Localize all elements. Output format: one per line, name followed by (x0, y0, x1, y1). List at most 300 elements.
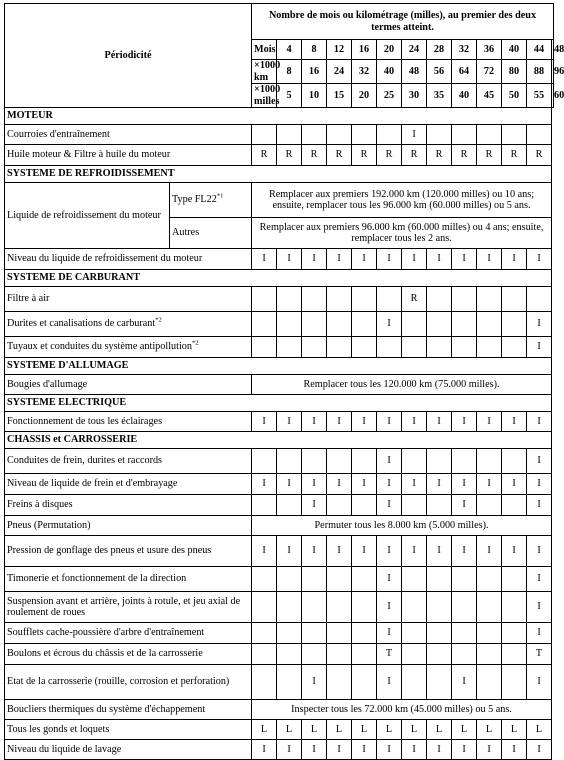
schedule-cell (277, 495, 302, 516)
schedule-cell: L (502, 720, 527, 740)
schedule-cell (302, 337, 327, 358)
item-label-text: Suspension avant et arrière, joints à rotule, et jeu axial de roulement de roues (7, 595, 241, 618)
schedule-cell: I (327, 412, 352, 432)
schedule-cell (502, 567, 527, 592)
schedule-cell (477, 567, 502, 592)
schedule-cell: I (502, 740, 527, 760)
schedule-cell (327, 665, 352, 700)
item-label (5, 623, 252, 644)
miles-value: 10 (302, 84, 327, 108)
schedule-cell: I (302, 412, 327, 432)
item-label-text: Tous les gonds et loquets (7, 723, 110, 735)
item-label (5, 183, 170, 249)
schedule-cell: I (477, 249, 502, 270)
schedule-cell: I (527, 592, 552, 623)
schedule-cell (402, 623, 427, 644)
item-label (5, 125, 252, 145)
schedule-cell (427, 665, 452, 700)
months-value: 24 (402, 40, 427, 60)
section-heading: SYSTEME DE CARBURANT (5, 270, 552, 287)
schedule-cell: I (452, 740, 477, 760)
table-row (5, 665, 554, 700)
miles-value: 35 (427, 84, 452, 108)
schedule-cell (452, 644, 477, 665)
km-value: 88 (527, 60, 552, 84)
miles-value: 55 (527, 84, 552, 108)
schedule-cell: I (377, 495, 402, 516)
table-row (5, 495, 554, 516)
schedule-cell (502, 644, 527, 665)
schedule-cell: I (377, 592, 402, 623)
schedule-cell (377, 125, 402, 145)
item-label (5, 249, 252, 270)
item-label-text: Niveau du liquide de lavage (7, 743, 122, 755)
schedule-cell (327, 495, 352, 516)
schedule-cell (352, 623, 377, 644)
section-row (5, 108, 554, 125)
schedule-cell: L (427, 720, 452, 740)
schedule-cell: I (452, 536, 477, 567)
km-value: 8 (277, 60, 302, 84)
schedule-cell: L (402, 720, 427, 740)
schedule-cell (302, 644, 327, 665)
schedule-cell: I (377, 412, 402, 432)
schedule-cell: L (377, 720, 402, 740)
schedule-cell (252, 623, 277, 644)
schedule-cell (252, 644, 277, 665)
km-value: 40 (377, 60, 402, 84)
schedule-cell: I (277, 412, 302, 432)
schedule-cell (327, 337, 352, 358)
schedule-cell: I (377, 449, 402, 474)
schedule-cell (452, 287, 477, 312)
miles-value: 60 (552, 84, 554, 108)
km-value: 80 (502, 60, 527, 84)
schedule-cell: I (277, 536, 302, 567)
schedule-cell: I (277, 474, 302, 495)
schedule-cell (402, 665, 427, 700)
table-row (5, 740, 554, 760)
schedule-cell (452, 623, 477, 644)
table-row (5, 623, 554, 644)
schedule-cell: I (427, 536, 452, 567)
schedule-cell (252, 495, 277, 516)
schedule-cell: I (452, 249, 477, 270)
schedule-cell (352, 337, 377, 358)
km-value: 16 (302, 60, 327, 84)
km-value: 64 (452, 60, 477, 84)
schedule-cell: I (402, 536, 427, 567)
schedule-cell (477, 644, 502, 665)
item-label (5, 412, 252, 432)
schedule-cell (527, 125, 552, 145)
km-value: 72 (477, 60, 502, 84)
schedule-cell (402, 312, 427, 337)
schedule-cell (327, 644, 352, 665)
schedule-cell (252, 312, 277, 337)
schedule-cell: I (277, 249, 302, 270)
schedule-cell (252, 592, 277, 623)
schedule-cell: R (352, 145, 377, 166)
schedule-cell: I (252, 474, 277, 495)
schedule-cell (477, 125, 502, 145)
schedule-cell: I (527, 567, 552, 592)
table-header (5, 4, 564, 108)
schedule-cell (427, 495, 452, 516)
item-label-text: Liquide de refroidissement du moteur (7, 209, 161, 221)
schedule-cell: R (377, 145, 402, 166)
schedule-cell: I (502, 412, 527, 432)
schedule-cell: I (302, 249, 327, 270)
table-row (5, 183, 554, 218)
schedule-cell (427, 449, 452, 474)
item-label (5, 700, 252, 720)
schedule-cell (427, 337, 452, 358)
schedule-cell: I (402, 474, 427, 495)
table-row (5, 337, 554, 358)
schedule-cell (527, 287, 552, 312)
section-heading: SYSTEME D'ALLUMAGE (5, 358, 552, 375)
schedule-cell: I (327, 536, 352, 567)
schedule-note: Remplacer aux premiers 96.000 km (60.000 milles) ou 4 ans; ensuite, remplacer tous les 2 ans. (252, 218, 552, 249)
table-row (5, 536, 554, 567)
schedule-cell: L (477, 720, 502, 740)
schedule-cell: I (302, 474, 327, 495)
table-row (5, 567, 554, 592)
item-label-text: Filtre à air (7, 293, 50, 305)
item-label-text: Soufflets cache-poussière d'arbre d'entraînement (7, 627, 205, 639)
schedule-cell: R (452, 145, 477, 166)
months-value: 32 (452, 40, 477, 60)
item-label-text: Conduites de frein, durites et raccords (7, 455, 163, 467)
schedule-cell: R (402, 287, 427, 312)
months-value: 40 (502, 40, 527, 60)
schedule-cell (352, 665, 377, 700)
schedule-cell (402, 567, 427, 592)
item-label-text: Type FL22 (172, 194, 217, 206)
schedule-cell (377, 337, 402, 358)
item-label (5, 287, 252, 312)
schedule-cell (377, 287, 402, 312)
schedule-cell: R (427, 145, 452, 166)
schedule-cell: I (527, 312, 552, 337)
schedule-cell: I (527, 495, 552, 516)
schedule-cell: I (452, 495, 477, 516)
footnote-marker: *1 (216, 192, 224, 200)
table-row (5, 145, 554, 166)
schedule-note: Inspecter tous les 72.000 km (45.000 milles) ou 5 ans. (252, 700, 552, 720)
schedule-cell: R (302, 145, 327, 166)
miles-value: 15 (327, 84, 352, 108)
schedule-note: Remplacer tous les 120.000 km (75.000 milles). (252, 375, 552, 395)
schedule-cell: I (502, 474, 527, 495)
schedule-cell (427, 623, 452, 644)
schedule-cell (452, 567, 477, 592)
schedule-cell (502, 623, 527, 644)
schedule-cell (477, 623, 502, 644)
schedule-cell (427, 592, 452, 623)
item-label-text: Etat de la carrosserie (rouille, corrosion et perforation) (7, 676, 230, 688)
interval-title: Nombre de mois ou kilométrage (milles), au premier des deux termes atteint. (252, 4, 554, 40)
months-value: 20 (377, 40, 402, 60)
schedule-cell (402, 592, 427, 623)
item-label-text: Huile moteur & Filtre à huile du moteur (7, 149, 171, 161)
section-row (5, 395, 554, 412)
schedule-cell (302, 623, 327, 644)
schedule-cell: R (327, 145, 352, 166)
schedule-cell: I (477, 536, 502, 567)
schedule-cell: I (427, 740, 452, 760)
schedule-cell (327, 287, 352, 312)
schedule-cell: L (527, 720, 552, 740)
schedule-cell (327, 623, 352, 644)
schedule-cell (477, 337, 502, 358)
schedule-cell (352, 495, 377, 516)
sub-item-label (170, 218, 252, 249)
schedule-cell (352, 449, 377, 474)
periodicity-header: Périodicité (5, 4, 252, 108)
schedule-cell: L (277, 720, 302, 740)
schedule-cell (502, 312, 527, 337)
schedule-cell: I (377, 665, 402, 700)
schedule-cell: I (477, 474, 502, 495)
item-label-text: Boucliers thermiques du système d'échappement (7, 703, 206, 715)
schedule-cell: I (402, 249, 427, 270)
table-row (5, 287, 554, 312)
schedule-cell: I (377, 740, 402, 760)
schedule-cell: I (527, 665, 552, 700)
months-value: 8 (302, 40, 327, 60)
schedule-cell (452, 449, 477, 474)
miles-value: 50 (502, 84, 527, 108)
schedule-cell (252, 567, 277, 592)
schedule-cell: I (452, 412, 477, 432)
km-label: ×1000 km (252, 60, 277, 84)
schedule-cell (277, 567, 302, 592)
schedule-cell (252, 287, 277, 312)
schedule-cell: I (427, 412, 452, 432)
schedule-cell (252, 665, 277, 700)
schedule-cell: I (452, 665, 477, 700)
km-value: 96 (552, 60, 554, 84)
maintenance-schedule-table (4, 3, 564, 760)
schedule-cell (277, 644, 302, 665)
schedule-cell: I (377, 249, 402, 270)
schedule-cell: I (352, 536, 377, 567)
schedule-cell (302, 592, 327, 623)
schedule-cell (402, 495, 427, 516)
schedule-cell: R (477, 145, 502, 166)
item-label (5, 720, 252, 740)
schedule-cell: T (527, 644, 552, 665)
schedule-cell: I (427, 249, 452, 270)
miles-value: 25 (377, 84, 402, 108)
schedule-cell (327, 449, 352, 474)
item-label-text: Niveau de liquide de frein et d'embrayage (7, 478, 178, 490)
schedule-cell: R (527, 145, 552, 166)
schedule-cell: I (352, 740, 377, 760)
schedule-cell: I (277, 740, 302, 760)
schedule-cell: I (527, 412, 552, 432)
footnote-marker: *2 (191, 339, 199, 347)
item-label-text: Autres (172, 227, 200, 239)
item-label (5, 644, 252, 665)
schedule-cell (277, 287, 302, 312)
item-label (5, 567, 252, 592)
km-value: 32 (352, 60, 377, 84)
schedule-cell: I (252, 536, 277, 567)
schedule-cell (477, 312, 502, 337)
table-row (5, 375, 554, 395)
table-row (5, 412, 554, 432)
schedule-cell: I (252, 412, 277, 432)
schedule-cell (252, 337, 277, 358)
schedule-cell: L (252, 720, 277, 740)
miles-value: 30 (402, 84, 427, 108)
schedule-cell: I (527, 249, 552, 270)
item-label-text: Tuyaux et conduites du système antipollution (7, 341, 192, 353)
schedule-cell (327, 312, 352, 337)
table-row (5, 700, 554, 720)
months-value: 44 (527, 40, 552, 60)
schedule-cell (402, 337, 427, 358)
schedule-cell: I (302, 495, 327, 516)
item-label (5, 375, 252, 395)
schedule-cell: I (302, 740, 327, 760)
schedule-cell: I (352, 412, 377, 432)
table-row (5, 516, 554, 536)
table-row (5, 474, 554, 495)
schedule-cell: L (352, 720, 377, 740)
schedule-cell (502, 125, 527, 145)
schedule-cell: I (527, 337, 552, 358)
km-value: 48 (402, 60, 427, 84)
item-label (5, 337, 252, 358)
schedule-cell: L (327, 720, 352, 740)
schedule-cell: I (302, 665, 327, 700)
schedule-cell: I (327, 740, 352, 760)
schedule-cell (252, 449, 277, 474)
schedule-cell (302, 125, 327, 145)
schedule-cell: I (302, 536, 327, 567)
schedule-cell (477, 495, 502, 516)
schedule-cell: I (327, 249, 352, 270)
schedule-cell: I (527, 536, 552, 567)
schedule-cell: I (377, 474, 402, 495)
miles-label: ×1000 milles (252, 84, 277, 108)
months-value: 28 (427, 40, 452, 60)
item-label (5, 312, 252, 337)
schedule-cell (477, 449, 502, 474)
schedule-cell: R (502, 145, 527, 166)
section-heading: MOTEUR (5, 108, 552, 125)
schedule-cell: I (402, 412, 427, 432)
section-heading: SYSTEME DE REFROIDISSEMENT (5, 166, 552, 183)
schedule-cell: I (377, 312, 402, 337)
schedule-cell (427, 644, 452, 665)
schedule-cell: I (502, 249, 527, 270)
schedule-cell: I (527, 449, 552, 474)
table-row (5, 312, 554, 337)
item-label-text: Boulons et écrous du châssis et de la carrosserie (7, 648, 203, 660)
section-row (5, 270, 554, 287)
miles-value: 20 (352, 84, 377, 108)
item-label-text: Freins à disques (7, 499, 73, 511)
schedule-cell: R (277, 145, 302, 166)
schedule-cell: I (527, 740, 552, 760)
schedule-cell (402, 644, 427, 665)
item-label (5, 474, 252, 495)
schedule-cell: I (252, 249, 277, 270)
schedule-cell (452, 312, 477, 337)
schedule-cell (327, 592, 352, 623)
item-label-text: Pneus (Permutation) (7, 519, 91, 531)
schedule-cell (477, 287, 502, 312)
schedule-cell (427, 567, 452, 592)
schedule-cell: I (527, 623, 552, 644)
item-label (5, 665, 252, 700)
schedule-cell (502, 592, 527, 623)
schedule-cell (502, 665, 527, 700)
schedule-cell (277, 337, 302, 358)
schedule-note: Remplacer aux premiers 192.000 km (120.000 milles) ou 10 ans; ensuite, remplacer tous les 96.000 km (60.000 milles) ou 5 ans. (252, 183, 552, 218)
schedule-cell (302, 287, 327, 312)
sub-item-label (170, 183, 252, 218)
months-value: 48 (552, 40, 554, 60)
schedule-cell: I (352, 249, 377, 270)
section-heading: SYSTEME ELECTRIQUE (5, 395, 552, 412)
schedule-cell (502, 495, 527, 516)
months-value: 16 (352, 40, 377, 60)
item-label-text: Niveau du liquide de refroidissement du moteur (7, 253, 203, 265)
schedule-cell: I (427, 474, 452, 495)
schedule-cell (327, 567, 352, 592)
schedule-cell: I (402, 125, 427, 145)
schedule-cell: I (452, 474, 477, 495)
schedule-cell: R (252, 145, 277, 166)
schedule-cell: I (502, 536, 527, 567)
months-value: 12 (327, 40, 352, 60)
table-row (5, 592, 554, 623)
schedule-cell: R (402, 145, 427, 166)
item-label (5, 495, 252, 516)
months-value: 4 (277, 40, 302, 60)
schedule-cell (352, 567, 377, 592)
schedule-cell (452, 125, 477, 145)
item-label-text: Timonerie et fonctionnement de la direction (7, 573, 187, 585)
item-label (5, 740, 252, 760)
miles-value: 5 (277, 84, 302, 108)
schedule-cell: I (477, 740, 502, 760)
months-value: 36 (477, 40, 502, 60)
schedule-cell: I (377, 536, 402, 567)
table-row (5, 249, 554, 270)
months-label: Mois (252, 40, 277, 60)
schedule-cell (302, 449, 327, 474)
table-row (5, 644, 554, 665)
schedule-cell (277, 312, 302, 337)
schedule-cell (452, 337, 477, 358)
km-value: 56 (427, 60, 452, 84)
schedule-cell (352, 312, 377, 337)
schedule-cell: I (377, 567, 402, 592)
item-label-text: Durites et canalisations de carburant (7, 318, 156, 330)
schedule-cell (427, 125, 452, 145)
schedule-cell (277, 125, 302, 145)
item-label (5, 592, 252, 623)
schedule-cell (302, 567, 327, 592)
schedule-cell (352, 644, 377, 665)
